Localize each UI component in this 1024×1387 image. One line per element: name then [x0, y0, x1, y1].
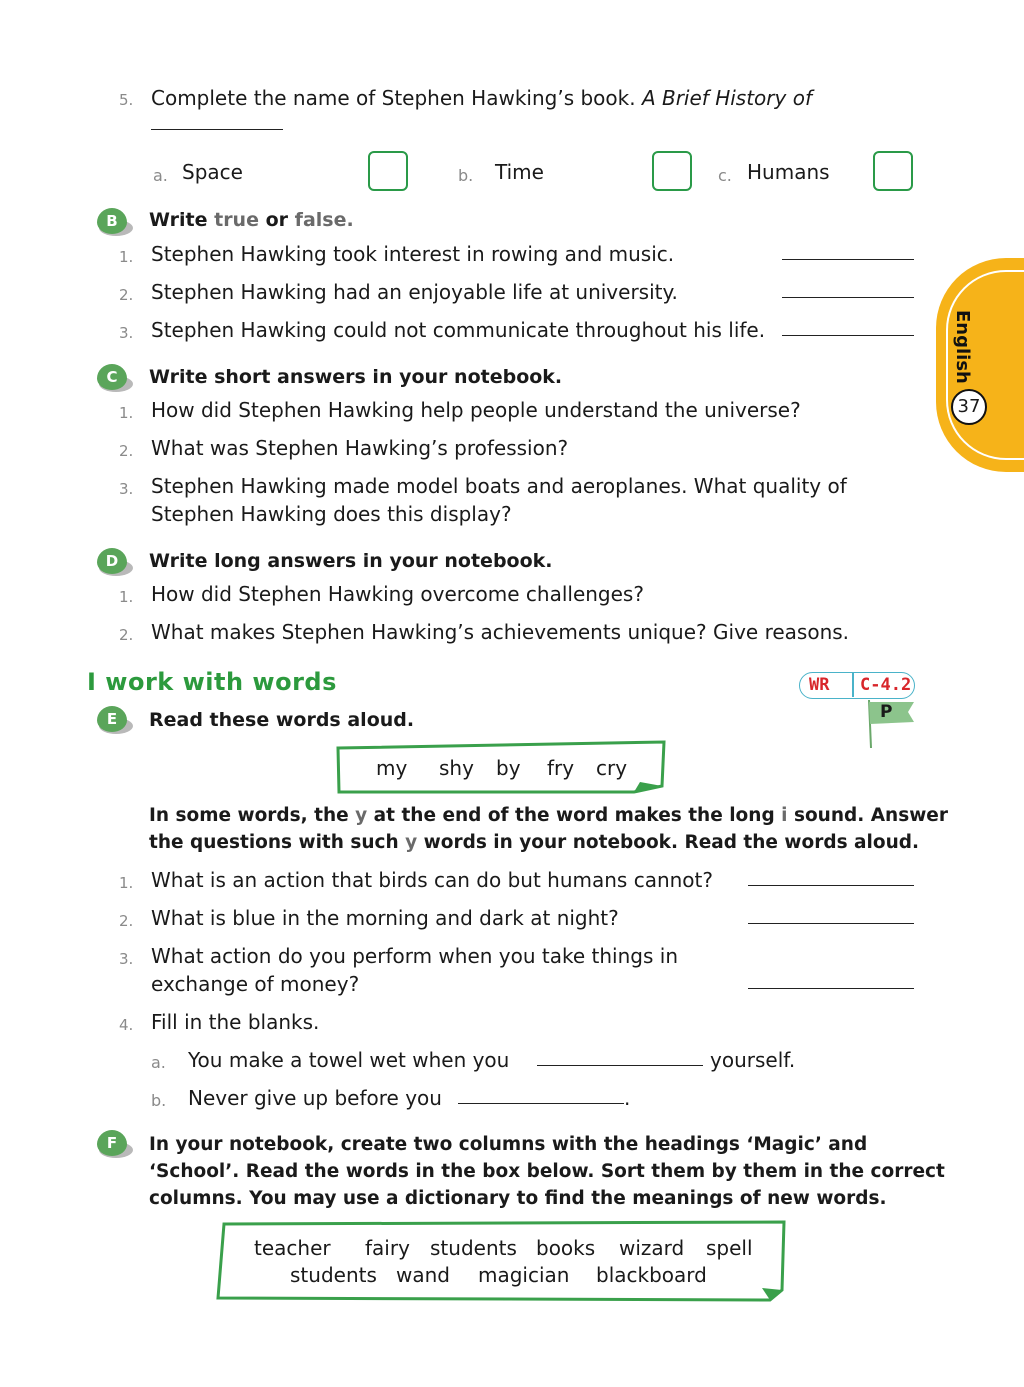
word: teacher	[254, 1236, 331, 1260]
answer-blank[interactable]	[748, 922, 914, 924]
instruction-paragraph-line: ‘School’. Read the words in the box below. Sort them by them in the correct	[149, 1161, 945, 1182]
question-number: 2.	[119, 626, 134, 644]
answer-blank[interactable]	[782, 258, 914, 260]
question-text: How did Stephen Hawking overcome challenges?	[151, 582, 644, 606]
question-text: What is an action that birds can do but humans cannot?	[151, 868, 714, 892]
question-number: 3.	[119, 950, 134, 968]
word-box	[214, 1220, 790, 1304]
section-badge: C	[97, 364, 129, 390]
answer-blank[interactable]	[537, 1064, 703, 1066]
word: magician	[478, 1263, 570, 1287]
word: students	[430, 1236, 517, 1260]
word: students	[290, 1263, 377, 1287]
section-title: I work with words	[87, 668, 337, 696]
option-checkbox[interactable]	[873, 151, 913, 191]
instruction-paragraph-line: columns. You may use a dictionary to find the meanings of new words.	[149, 1188, 887, 1209]
sub-question-letter: b.	[151, 1091, 167, 1110]
option-label: Time	[495, 160, 544, 184]
word: by	[496, 756, 521, 780]
instruction: Read these words aloud.	[149, 709, 415, 731]
instruction-paragraph-line: In your notebook, create two columns with the headings ‘Magic’ and	[149, 1134, 868, 1155]
answer-blank[interactable]	[748, 987, 914, 989]
question-text: Stephen Hawking could not communicate throughout his life.	[151, 318, 766, 342]
sub-question-text: You make a towel wet when you	[188, 1048, 510, 1072]
word: wizard	[619, 1236, 685, 1260]
answer-blank[interactable]	[748, 884, 914, 886]
question-number: 5.	[119, 91, 134, 109]
question-number: 2.	[119, 286, 134, 304]
skill-code-badge: WR C-4.2	[799, 672, 915, 699]
question-text: exchange of money?	[151, 972, 360, 996]
question-text: Stephen Hawking does this display?	[151, 502, 512, 526]
question-text: Stephen Hawking took interest in rowing and music.	[151, 242, 675, 266]
flag-letter: P	[880, 702, 893, 722]
instruction-paragraph-line: the questions with such y words in your notebook. Read the words aloud.	[149, 832, 920, 853]
answer-blank[interactable]	[782, 296, 914, 298]
answer-blank[interactable]	[458, 1102, 624, 1104]
word: blackboard	[596, 1263, 707, 1287]
question-text: Fill in the blanks.	[151, 1010, 320, 1034]
word-box	[334, 740, 670, 796]
word: cry	[596, 756, 628, 780]
question-text: Stephen Hawking had an enjoyable life at university.	[151, 280, 678, 304]
question-number: 3.	[119, 480, 134, 498]
subject-label: English	[952, 310, 973, 384]
question-number: 4.	[119, 1016, 134, 1034]
sub-question-letter: a.	[151, 1053, 166, 1072]
sub-question-text: .	[624, 1086, 631, 1110]
instruction-paragraph-line: In some words, the y at the end of the word makes the long i sound. Answer	[149, 805, 948, 826]
option-label: Humans	[747, 160, 830, 184]
option-label: Space	[182, 160, 243, 184]
option-checkbox[interactable]	[652, 151, 692, 191]
question-number: 2.	[119, 912, 134, 930]
question-text: What was Stephen Hawking’s profession?	[151, 436, 569, 460]
option-letter: a.	[153, 166, 168, 185]
word: spell	[706, 1236, 753, 1260]
question-text: Stephen Hawking made model boats and aeroplanes. What quality of	[151, 474, 847, 498]
word: shy	[439, 756, 474, 780]
sub-question-text: yourself.	[710, 1048, 796, 1072]
instruction: Write long answers in your notebook.	[149, 550, 553, 572]
word: my	[376, 756, 408, 780]
question-text: What is blue in the morning and dark at night?	[151, 906, 619, 930]
option-letter: c.	[718, 166, 732, 185]
page-number: 37	[951, 389, 987, 425]
word: fairy	[365, 1236, 410, 1260]
section-badge: D	[97, 548, 129, 574]
sub-question-text: Never give up before you	[188, 1086, 442, 1110]
question-number: 1.	[119, 404, 134, 422]
section-badge: E	[97, 706, 129, 732]
question-text: What makes Stephen Hawking’s achievements unique? Give reasons.	[151, 620, 850, 644]
word: books	[536, 1236, 596, 1260]
question-number: 3.	[119, 324, 134, 342]
section-badge: F	[97, 1130, 129, 1156]
word: wand	[396, 1263, 450, 1287]
word: fry	[547, 756, 575, 780]
question-text: What action do you perform when you take things in	[151, 944, 678, 968]
instruction: Write short answers in your notebook.	[149, 366, 563, 388]
option-checkbox[interactable]	[368, 151, 408, 191]
answer-blank[interactable]	[151, 128, 283, 130]
question-number: 2.	[119, 442, 134, 460]
question-number: 1.	[119, 248, 134, 266]
question-number: 1.	[119, 874, 134, 892]
question-text: Complete the name of Stephen Hawking’s book. A Brief History of	[151, 86, 812, 110]
section-badge: B	[97, 208, 129, 234]
question-text: How did Stephen Hawking help people understand the universe?	[151, 398, 801, 422]
question-number: 1.	[119, 588, 134, 606]
instruction: Write true or false.	[149, 209, 354, 231]
option-letter: b.	[458, 166, 474, 185]
answer-blank[interactable]	[782, 334, 914, 336]
